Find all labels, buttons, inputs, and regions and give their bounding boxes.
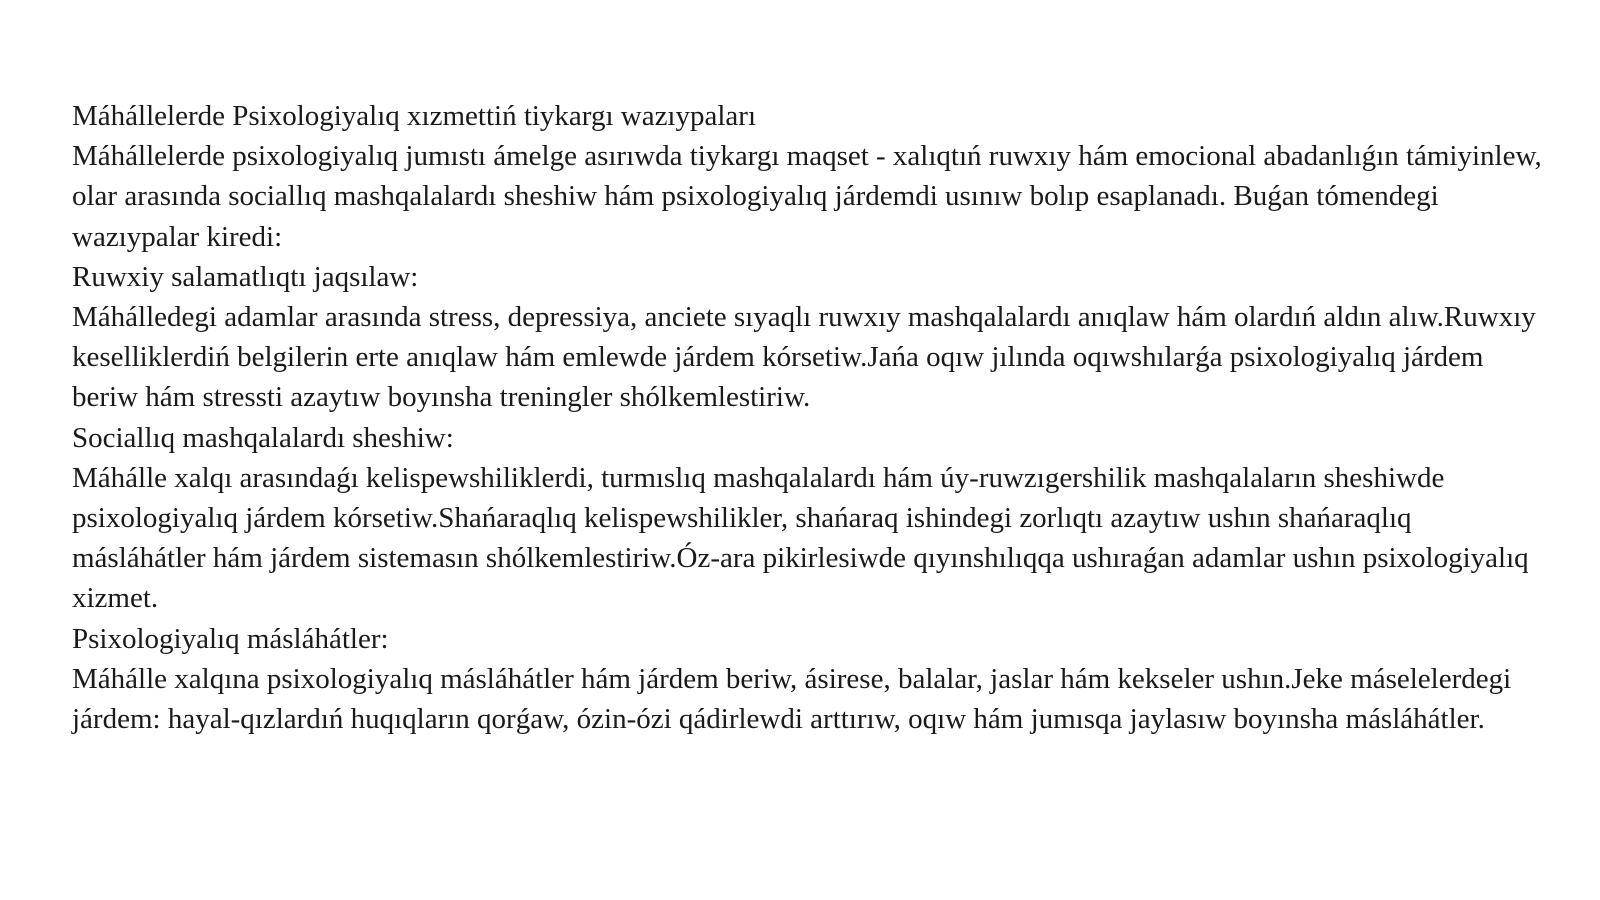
section-heading-psychological-advice: Psixologiyalıq másláhátler:: [72, 622, 389, 655]
section-heading-mental-health: Ruwxiy salamatlıqtı jaqsılaw:: [72, 260, 419, 293]
section-body-mental-health: Máhálledegi adamlar arasında stress, depressiya, anciete sıyaqlı ruwxıy mashqalalardı anıqlaw hám olardıń aldın alıw.Ruwxıy keselliklerdiń belgilerin erte anıqlaw hám emlewde járdem kórsetiw.Jańa oqıw jılında oqıwshılarǵa psixologiyalıq járdem beriw hám stressti azaytıw boyınsha treningler shólkemlestiriw.: [72, 301, 1536, 414]
intro-paragraph: Máhállelerde psixologiyalıq jumıstı ámelge asırıwda tiykargı maqset - xalıqtıń ruwxıy hám emocional abadanlıǵın támiyinlew, olar arasında sociallıq mashqalalardı sheshiw hám psixologiyalıq járdemdi usınıw bolıp esaplanadı. Buǵan tómendegi wazıypalar kiredi:: [72, 140, 1542, 253]
section-heading-social-problems: Sociallıq mashqalalardı sheshiw:: [72, 421, 454, 454]
text-block: [72, 96, 1552, 739]
section-body-psychological-advice: Máhálle xalqına psixologiyalıq másláhátler hám járdem beriw, ásirese, balalar, jaslar hám kekseler ushın.Jeke máselelerdegi járdem: hayal-qızlardıń huqıqların qorǵaw, ózin-ózi qádirlewdi arttırıw, oqıw hám jumısqa jaylasıw boyınsha másláhátler.: [72, 662, 1512, 736]
section-body-social-problems: Máhálle xalqı arasındaǵı kelispewshiliklerdi, turmıslıq mashqalalardı hám úy-ruwzıgershilik mashqalaların sheshiwde psixologiyalıq járdem kórsetiw.Shańaraqlıq kelispewshilikler, shańaraq ishindegi zorlıqtı azaytıw ushın shańaraqlıq másláhátler hám járdem sistemasın shólkemlestiriw.Óz-ara pikirlesiwde qıyınshılıqqa ushıraǵan adamlar ushın psixologiyalıq xizmet.: [72, 461, 1529, 615]
document-title: Máhállelerde Psixologiyalıq xızmettiń tiykargı wazıypaları: [72, 100, 757, 132]
